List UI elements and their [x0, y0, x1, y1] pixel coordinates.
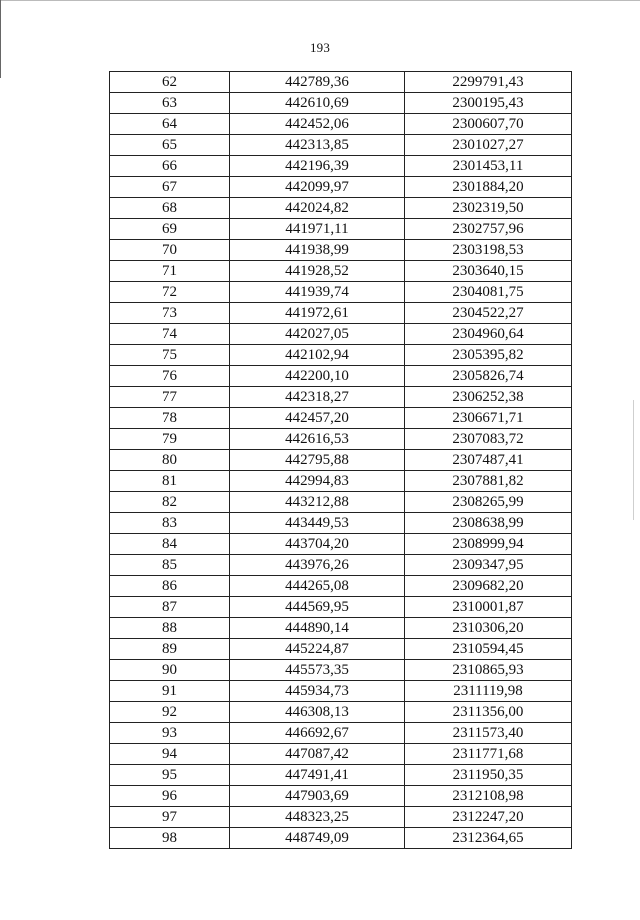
point-number-cell: 67	[110, 177, 230, 198]
x-coordinate-cell: 442099,97	[230, 177, 405, 198]
table-row	[110, 828, 572, 849]
x-coordinate-cell: 443976,26	[230, 555, 405, 576]
scan-edge-right	[633, 400, 634, 520]
y-coordinate-cell: 2311356,00	[405, 702, 572, 723]
point-number-cell: 91	[110, 681, 230, 702]
x-coordinate-cell: 443704,20	[230, 534, 405, 555]
x-coordinate-cell: 446692,67	[230, 723, 405, 744]
x-coordinate-cell: 441938,99	[230, 240, 405, 261]
table-row	[110, 744, 572, 765]
table-row	[110, 324, 572, 345]
x-coordinate-cell: 442994,83	[230, 471, 405, 492]
y-coordinate-cell: 2311573,40	[405, 723, 572, 744]
point-number-cell: 86	[110, 576, 230, 597]
y-coordinate-cell: 2307881,82	[405, 471, 572, 492]
point-number-cell: 68	[110, 198, 230, 219]
table-row	[110, 198, 572, 219]
point-number-cell: 82	[110, 492, 230, 513]
x-coordinate-cell: 442102,94	[230, 345, 405, 366]
y-coordinate-cell: 2306671,71	[405, 408, 572, 429]
x-coordinate-cell: 445224,87	[230, 639, 405, 660]
point-number-cell: 78	[110, 408, 230, 429]
x-coordinate-cell: 445934,73	[230, 681, 405, 702]
point-number-cell: 85	[110, 555, 230, 576]
table-row	[110, 534, 572, 555]
y-coordinate-cell: 2312247,20	[405, 807, 572, 828]
y-coordinate-cell: 2300607,70	[405, 114, 572, 135]
point-number-cell: 87	[110, 597, 230, 618]
x-coordinate-cell: 441928,52	[230, 261, 405, 282]
point-number-cell: 92	[110, 702, 230, 723]
point-number-cell: 98	[110, 828, 230, 849]
y-coordinate-cell: 2303198,53	[405, 240, 572, 261]
y-coordinate-cell: 2301027,27	[405, 135, 572, 156]
table-row	[110, 492, 572, 513]
x-coordinate-cell: 442196,39	[230, 156, 405, 177]
table-row	[110, 723, 572, 744]
y-coordinate-cell: 2308638,99	[405, 513, 572, 534]
table-row	[110, 702, 572, 723]
y-coordinate-cell: 2310594,45	[405, 639, 572, 660]
y-coordinate-cell: 2309347,95	[405, 555, 572, 576]
table-row	[110, 597, 572, 618]
point-number-cell: 74	[110, 324, 230, 345]
y-coordinate-cell: 2309682,20	[405, 576, 572, 597]
y-coordinate-cell: 2301453,11	[405, 156, 572, 177]
x-coordinate-cell: 448749,09	[230, 828, 405, 849]
table-row	[110, 282, 572, 303]
table-row	[110, 408, 572, 429]
table-row	[110, 618, 572, 639]
x-coordinate-cell: 442610,69	[230, 93, 405, 114]
scan-edge-top	[0, 0, 640, 1]
x-coordinate-cell: 444890,14	[230, 618, 405, 639]
y-coordinate-cell: 2308999,94	[405, 534, 572, 555]
table-row	[110, 177, 572, 198]
table-row	[110, 555, 572, 576]
y-coordinate-cell: 2304960,64	[405, 324, 572, 345]
x-coordinate-cell: 447903,69	[230, 786, 405, 807]
point-number-cell: 94	[110, 744, 230, 765]
point-number-cell: 84	[110, 534, 230, 555]
table-row	[110, 765, 572, 786]
table-row	[110, 135, 572, 156]
table-row	[110, 114, 572, 135]
point-number-cell: 73	[110, 303, 230, 324]
point-number-cell: 89	[110, 639, 230, 660]
x-coordinate-cell: 447087,42	[230, 744, 405, 765]
point-number-cell: 77	[110, 387, 230, 408]
x-coordinate-cell: 442200,10	[230, 366, 405, 387]
x-coordinate-cell: 442024,82	[230, 198, 405, 219]
y-coordinate-cell: 2299791,43	[405, 72, 572, 93]
table-row	[110, 366, 572, 387]
point-number-cell: 71	[110, 261, 230, 282]
x-coordinate-cell: 442457,20	[230, 408, 405, 429]
point-number-cell: 95	[110, 765, 230, 786]
y-coordinate-cell: 2307083,72	[405, 429, 572, 450]
x-coordinate-cell: 441972,61	[230, 303, 405, 324]
table-row	[110, 786, 572, 807]
table-row	[110, 240, 572, 261]
y-coordinate-cell: 2302319,50	[405, 198, 572, 219]
x-coordinate-cell: 442027,05	[230, 324, 405, 345]
table-row	[110, 471, 572, 492]
point-number-cell: 63	[110, 93, 230, 114]
y-coordinate-cell: 2310865,93	[405, 660, 572, 681]
coordinates-table	[109, 71, 572, 849]
x-coordinate-cell: 442452,06	[230, 114, 405, 135]
table-row	[110, 219, 572, 240]
table-row	[110, 93, 572, 114]
y-coordinate-cell: 2304081,75	[405, 282, 572, 303]
point-number-cell: 83	[110, 513, 230, 534]
point-number-cell: 96	[110, 786, 230, 807]
scan-edge-left	[0, 0, 1, 78]
point-number-cell: 65	[110, 135, 230, 156]
y-coordinate-cell: 2311119,98	[405, 681, 572, 702]
y-coordinate-cell: 2303640,15	[405, 261, 572, 282]
y-coordinate-cell: 2310001,87	[405, 597, 572, 618]
table-row	[110, 639, 572, 660]
x-coordinate-cell: 442616,53	[230, 429, 405, 450]
point-number-cell: 62	[110, 72, 230, 93]
y-coordinate-cell: 2310306,20	[405, 618, 572, 639]
point-number-cell: 75	[110, 345, 230, 366]
x-coordinate-cell: 443212,88	[230, 492, 405, 513]
point-number-cell: 88	[110, 618, 230, 639]
point-number-cell: 80	[110, 450, 230, 471]
point-number-cell: 76	[110, 366, 230, 387]
point-number-cell: 90	[110, 660, 230, 681]
table-row	[110, 156, 572, 177]
x-coordinate-cell: 446308,13	[230, 702, 405, 723]
x-coordinate-cell: 444569,95	[230, 597, 405, 618]
point-number-cell: 66	[110, 156, 230, 177]
y-coordinate-cell: 2302757,96	[405, 219, 572, 240]
x-coordinate-cell: 447491,41	[230, 765, 405, 786]
table-row	[110, 681, 572, 702]
y-coordinate-cell: 2312108,98	[405, 786, 572, 807]
table-row	[110, 660, 572, 681]
point-number-cell: 93	[110, 723, 230, 744]
x-coordinate-cell: 442795,88	[230, 450, 405, 471]
point-number-cell: 79	[110, 429, 230, 450]
y-coordinate-cell: 2306252,38	[405, 387, 572, 408]
x-coordinate-cell: 441939,74	[230, 282, 405, 303]
point-number-cell: 69	[110, 219, 230, 240]
y-coordinate-cell: 2307487,41	[405, 450, 572, 471]
y-coordinate-cell: 2312364,65	[405, 828, 572, 849]
y-coordinate-cell: 2301884,20	[405, 177, 572, 198]
point-number-cell: 70	[110, 240, 230, 261]
table-row	[110, 450, 572, 471]
point-number-cell: 81	[110, 471, 230, 492]
x-coordinate-cell: 442313,85	[230, 135, 405, 156]
y-coordinate-cell: 2300195,43	[405, 93, 572, 114]
point-number-cell: 64	[110, 114, 230, 135]
x-coordinate-cell: 442789,36	[230, 72, 405, 93]
table-row	[110, 387, 572, 408]
table-row	[110, 576, 572, 597]
table-row	[110, 72, 572, 93]
x-coordinate-cell: 448323,25	[230, 807, 405, 828]
table-row	[110, 807, 572, 828]
page-number: 193	[309, 40, 331, 55]
y-coordinate-cell: 2311771,68	[405, 744, 572, 765]
point-number-cell: 97	[110, 807, 230, 828]
x-coordinate-cell: 444265,08	[230, 576, 405, 597]
y-coordinate-cell: 2305826,74	[405, 366, 572, 387]
table-row	[110, 303, 572, 324]
table-row	[110, 261, 572, 282]
y-coordinate-cell: 2311950,35	[405, 765, 572, 786]
table-row	[110, 429, 572, 450]
x-coordinate-cell: 445573,35	[230, 660, 405, 681]
x-coordinate-cell: 443449,53	[230, 513, 405, 534]
y-coordinate-cell: 2308265,99	[405, 492, 572, 513]
y-coordinate-cell: 2304522,27	[405, 303, 572, 324]
x-coordinate-cell: 441971,11	[230, 219, 405, 240]
table-row	[110, 345, 572, 366]
table-row	[110, 513, 572, 534]
x-coordinate-cell: 442318,27	[230, 387, 405, 408]
point-number-cell: 72	[110, 282, 230, 303]
y-coordinate-cell: 2305395,82	[405, 345, 572, 366]
